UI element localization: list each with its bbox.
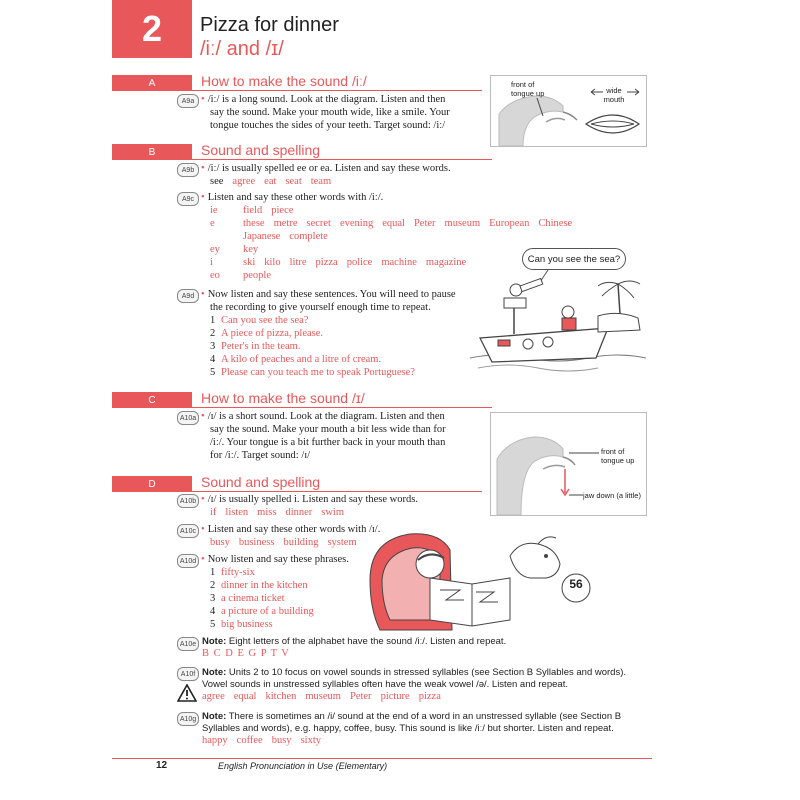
section-d-title: Sound and spelling bbox=[201, 474, 321, 490]
spelling-row: ie field piece bbox=[210, 205, 294, 216]
section-a-letter: A bbox=[148, 77, 156, 89]
note-2: Note: Units 2 to 10 focus on vowel sounds in stressed syllables (see Section B Syllables and words). Vowel sounds in unstressed syllables often have the weak vowel /ə/. Listen and repeat. agree equal kitchen museum Peter picture pizza bbox=[202, 667, 627, 702]
mouth-diagram-ee bbox=[490, 75, 647, 147]
phrase-item: 4 a picture of a building bbox=[210, 606, 314, 617]
bullet-icon: • bbox=[201, 411, 205, 422]
audio-badge-a9b[interactable]: A9b bbox=[177, 163, 199, 177]
sentence-item: 1 Can you see the sea? bbox=[210, 315, 309, 326]
section-d-letter: D bbox=[148, 478, 156, 490]
note-1-letters: B C D E G P T V bbox=[202, 648, 290, 659]
sentence-item: 3 Peter's in the team. bbox=[210, 341, 301, 352]
diagram-c-label-jaw: jaw down (a little) bbox=[583, 491, 641, 500]
bullet-icon: • bbox=[201, 192, 205, 203]
spelling-row: ey key bbox=[210, 244, 259, 255]
word-item: swim bbox=[321, 507, 345, 518]
section-a-text bbox=[201, 93, 450, 132]
section-d-bar bbox=[112, 476, 192, 492]
section-d-part-1: • /ɪ/ is usually spelled i. Listen and say these words. if listen miss dinner swim bbox=[201, 494, 418, 518]
bullet-icon: • bbox=[201, 524, 205, 535]
section-b-part-1: • /iː/ is usually spelled ee or ea. Listen and say these words. see agree eat seat team bbox=[201, 163, 451, 187]
section-c-text: • /ɪ/ is a short sound. Look at the diagram. Listen and then say the sound. Make your mouth a bit less wide than for /iː/. Your tongue is a bit further back in your mouth than for /iː/. Target sound: /ɪ/ bbox=[201, 411, 446, 461]
spelling-row: e these metre secret evening equal Peter museum European Chinese bbox=[210, 218, 573, 229]
section-a-rule bbox=[192, 90, 482, 91]
word-item: if bbox=[210, 507, 217, 518]
spelling-row: eo people bbox=[210, 270, 271, 281]
section-d-part-2: • Listen and say these other words with /ɪ/. busy business building system bbox=[201, 524, 381, 548]
section-a-bar bbox=[112, 75, 192, 91]
word-item: dinner bbox=[285, 507, 313, 518]
section-a-line-2: say the sound. Make your mouth wide, like a smile. Your bbox=[210, 107, 450, 118]
word-item: business bbox=[238, 537, 275, 548]
mouth-diagram-i bbox=[490, 412, 647, 516]
audio-badge-a10b[interactable]: A10b bbox=[177, 494, 199, 508]
unit-subtitle: /iː/ and /ɪ/ bbox=[200, 38, 284, 60]
audio-badge-a10e[interactable]: A10e bbox=[177, 637, 199, 651]
bullet-icon: • bbox=[201, 554, 205, 565]
section-a-line-1: /iː/ is a long sound. Look at the diagram. Listen and then bbox=[207, 94, 446, 105]
word-item: agree bbox=[232, 176, 256, 187]
word-list-other-i bbox=[201, 536, 380, 549]
audio-badge-a10c[interactable]: A10c bbox=[177, 524, 199, 538]
bullet-icon: • bbox=[201, 163, 205, 174]
audio-badge-a10d[interactable]: A10d bbox=[177, 554, 199, 568]
section-c-letter: C bbox=[148, 394, 156, 406]
word-item: busy bbox=[210, 537, 230, 548]
section-d-rule bbox=[192, 491, 482, 492]
bullet-icon: • bbox=[201, 289, 205, 300]
warning-icon bbox=[177, 684, 197, 707]
section-c-title: How to make the sound /ɪ/ bbox=[201, 390, 365, 406]
word-item: system bbox=[327, 537, 357, 548]
word-item: miss bbox=[257, 507, 277, 518]
word-list-i bbox=[201, 506, 418, 519]
word-item: see bbox=[210, 176, 224, 187]
ball-number: 56 bbox=[569, 577, 583, 591]
speech-bubble-text: Can you see the sea? bbox=[527, 253, 621, 265]
word-item: building bbox=[283, 537, 319, 548]
word-item: listen bbox=[225, 507, 249, 518]
diagram-a-label-wide: wide mouth bbox=[603, 86, 625, 104]
section-b-rule bbox=[192, 159, 492, 160]
audio-badge-a9c[interactable]: A9c bbox=[177, 192, 199, 206]
phrase-item: 1 fifty-six bbox=[210, 567, 255, 578]
sentence-item: 5 Please can you teach me to speak Portuguese? bbox=[210, 367, 415, 378]
word-item: team bbox=[310, 176, 332, 187]
unit-title: Pizza for dinner bbox=[200, 14, 339, 36]
section-a-title: How to make the sound /iː/ bbox=[201, 73, 367, 89]
note-3-words: happy coffee busy sixty bbox=[202, 735, 321, 746]
section-c-bar bbox=[112, 392, 192, 408]
section-b-letter: B bbox=[148, 146, 156, 158]
word-list-ee bbox=[201, 175, 451, 188]
section-d-part-3: • Now listen and say these phrases. 1 fifty-six 2 dinner in the kitchen 3 a cinema ticket 4 a picture of a building 5 big business bbox=[201, 554, 349, 630]
note-3: Note: There is sometimes an /i/ sound at the end of a word in an unstressed syllable (see Section B Syllables and words), e.g. happy, coffee, busy. This sound is like /iː/ but shorter. Listen and repeat. happy coffee busy sixty bbox=[202, 711, 622, 746]
audio-badge-a10f[interactable]: A10f bbox=[177, 667, 199, 681]
audio-badge-a10a[interactable]: A10a bbox=[177, 411, 199, 425]
bullet-icon: • bbox=[201, 494, 205, 505]
speech-bubble bbox=[522, 248, 626, 270]
audio-badge-a10g[interactable]: A10g bbox=[177, 712, 199, 726]
section-b-bar bbox=[112, 144, 192, 160]
sleeping-illustration bbox=[360, 520, 600, 640]
audio-badge-a9d[interactable]: A9d bbox=[177, 289, 199, 303]
unit-number: 2 bbox=[141, 8, 163, 49]
boat-illustration bbox=[468, 240, 646, 380]
diagram-a-label-front: front of tongue up bbox=[511, 80, 545, 98]
phrase-item: 2 dinner in the kitchen bbox=[210, 580, 308, 591]
sentence-item: 4 A kilo of peaches and a litre of cream. bbox=[210, 354, 382, 365]
spelling-row: i ski kilo litre pizza police machine magazine bbox=[210, 257, 467, 268]
section-b-part-3: • Now listen and say these sentences. You will need to pause the recording to give yourself enough time to repeat. 1 Can you see the sea? 2 A piece of pizza, please. 3 Peter's in the team. 4 A kilo of peaches and a litre of cream. 5 Please can you teach me to speak Portuguese? bbox=[201, 289, 456, 378]
page-number: 12 bbox=[156, 760, 168, 771]
phrase-item: 5 big business bbox=[210, 619, 273, 630]
word-item: eat bbox=[264, 176, 277, 187]
section-b-part-2: • Listen and say these other words with /iː/. ie field piece e these metre secret evening equal Peter museum European Chinese Japanese complete ey key i ski kilo litre pizza police machine magazine eo people bbox=[201, 191, 581, 282]
diagram-c-label-front: front of tongue up bbox=[601, 447, 635, 465]
footer-rule bbox=[112, 758, 652, 759]
unit-number-box bbox=[112, 0, 192, 58]
sentence-item: 2 A piece of pizza, please. bbox=[210, 328, 324, 339]
word-item: seat bbox=[285, 176, 302, 187]
bullet-icon: • bbox=[201, 94, 205, 105]
note-2-words: agree equal kitchen museum Peter picture pizza bbox=[202, 691, 441, 702]
section-c-rule bbox=[192, 407, 492, 408]
phrase-item: 3 a cinema ticket bbox=[210, 593, 285, 604]
spelling-row: Japanese complete bbox=[243, 231, 328, 242]
book-title: English Pronunciation in Use (Elementary) bbox=[218, 761, 388, 771]
note-1: Note: Eight letters of the alphabet have the sound /iː/. Listen and repeat. B C D E G P T V bbox=[202, 636, 507, 659]
section-a-line-3: tongue touches the sides of your teeth. Target sound: /iː/ bbox=[210, 120, 446, 131]
section-b-title: Sound and spelling bbox=[201, 142, 321, 158]
audio-badge-a9a[interactable]: A9a bbox=[177, 94, 199, 108]
